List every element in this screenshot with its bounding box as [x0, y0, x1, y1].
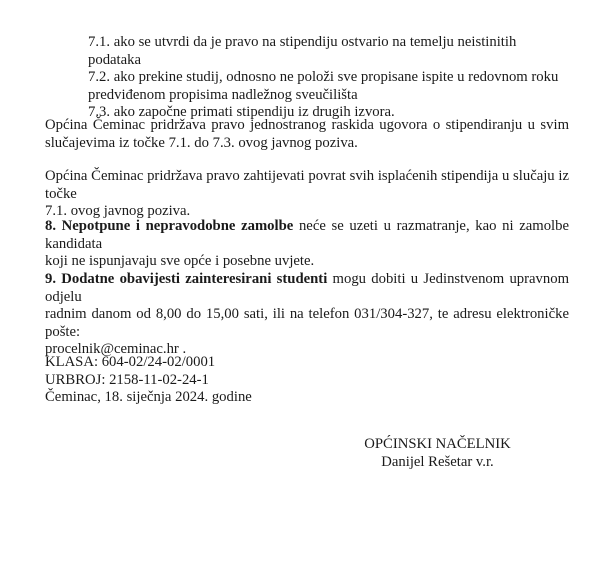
section-9-email-line: procelnik@ceminac.hr . — [45, 341, 187, 357]
paragraph-termination — [45, 117, 569, 152]
paragraph-termination-line-1: Općina Čeminac pridržava pravo jednostranog raskida ugovora o stipendiranju u svim — [45, 117, 569, 133]
signature-block — [310, 436, 565, 471]
place-date-line: Čeminac, 18. siječnja 2024. godine — [45, 389, 252, 405]
section-8-heading: 8. Nepotpune i nepravodobne zamolbe — [45, 218, 294, 234]
section-9-additional-info — [45, 271, 569, 359]
section-9-line-1-rest: mogu dobiti u Jedinstvenom upravnom odjelu — [45, 271, 569, 305]
section-9-line-1 — [45, 271, 569, 306]
paragraph-termination-line-2: slučajevima iz točke 7.1. do 7.3. ovog javnog poziva. — [45, 134, 358, 151]
reference-block — [45, 354, 569, 407]
condition-item-7-1: 7.1. ako se utvrdi da je pravo na stipendiju ostvario na temelju neistinitih podataka — [88, 34, 517, 68]
section-9-line-2: radnim danom od 8,00 do 15,00 sati, ili na telefon 031/304-327, te adresu elektroničke pošte: — [45, 306, 569, 340]
section-8-line-1-rest: neće se uzeti u razmatranje, kao ni zamolbe kandidata — [45, 218, 569, 252]
paragraph-refund — [45, 168, 569, 221]
section-8-incomplete-applications — [45, 218, 569, 271]
paragraph-refund-line-1: Općina Čeminac pridržava pravo zahtijevati povrat svih isplaćenih stipendija u slučaju iz točke — [45, 168, 569, 202]
section-8-line-2: koji ne ispunjavaju sve opće i posebne uvjete. — [45, 253, 315, 269]
condition-item-7-2: 7.2. ako prekine studij, odnosno ne položi sve propisane ispite u redovnom roku — [88, 69, 559, 85]
condition-item-7-3: 7.3. ako započne primati stipendiju iz drugih izvora. — [88, 104, 395, 120]
section-8-line-1 — [45, 218, 569, 253]
signature-name: Danijel Rešetar v.r. — [381, 453, 494, 470]
klasa-line: KLASA: 604-02/24-02/0001 — [45, 354, 216, 370]
condition-item-7-2-continuation: predviđenom propisima nadležnog sveučilišta — [88, 86, 358, 103]
signature-title: OPĆINSKI NAČELNIK — [364, 436, 511, 452]
paragraph-refund-line-2: 7.1. ovog javnog poziva. — [45, 203, 191, 219]
conditions-list — [88, 34, 569, 122]
section-9-heading: 9. Dodatne obavijesti zainteresirani studenti — [45, 271, 328, 287]
urbroj-line: URBROJ: 2158-11-02-24-1 — [45, 371, 209, 388]
